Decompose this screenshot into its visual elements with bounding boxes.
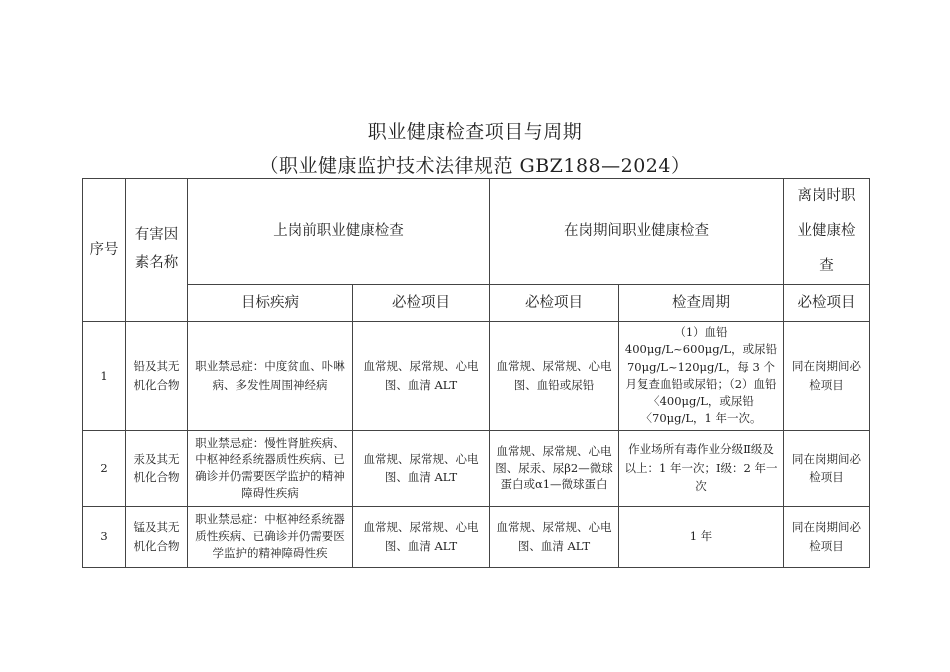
subheader-off-required: 必检项目	[784, 285, 870, 322]
row-on-items: 血常规、尿常规、心电图、血清 ALT	[490, 506, 619, 567]
subheader-on-cycle: 检查周期	[619, 285, 784, 322]
row-factor: 铅及其无机化合物	[126, 322, 188, 431]
row-pre-items: 血常规、尿常规、心电图、血清 ALT	[353, 506, 490, 567]
row-target-disease: 职业禁忌症：中枢神经系统器质性疾病、已确诊并仍需要医学监护的精神障碍性疾	[188, 506, 353, 567]
row-target-disease: 职业禁忌症：中度贫血、卟啉病、多发性周围神经病	[188, 322, 353, 431]
row-cycle: 1 年	[619, 506, 784, 567]
row-off-items: 同在岗期间必检项目	[784, 322, 870, 431]
subheader-row	[83, 285, 870, 322]
row-cycle: （1）血铅 400μg/L~600μg/L，或尿铅 70μg/L~120μg/L，每 3 个月复查血铅或尿铅；（2）血铅〈400μg/L，或尿铅〈70μg/L，1 年一次。	[619, 322, 784, 431]
row-on-items: 血常规、尿常规、心电图、尿汞、尿β2—微球蛋白或α1—微球蛋白	[490, 430, 619, 506]
row-target-disease: 职业禁忌症：慢性肾脏疾病、中枢神经系统器质性疾病、已确诊并仍需要医学监护的精神障碍性疾病	[188, 430, 353, 506]
subheader-target-disease: 目标疾病	[188, 285, 353, 322]
row-factor: 汞及其无机化合物	[126, 430, 188, 506]
header-factor: 有害因素名称	[126, 179, 188, 322]
exam-table	[82, 178, 870, 568]
row-factor: 锰及其无机化合物	[126, 506, 188, 567]
header-on-job: 在岗期间职业健康检查	[490, 179, 784, 285]
table-row	[83, 430, 870, 506]
row-pre-items: 血常规、尿常规、心电图、血清 ALT	[353, 322, 490, 431]
header-seq: 序号	[83, 179, 126, 322]
row-off-items: 同在岗期间必检项目	[784, 506, 870, 567]
row-seq: 3	[83, 506, 126, 567]
table-row	[83, 322, 870, 431]
row-pre-items: 血常规、尿常规、心电图、血清 ALT	[353, 430, 490, 506]
row-on-items: 血常规、尿常规、心电图、血铅或尿铅	[490, 322, 619, 431]
row-seq: 2	[83, 430, 126, 506]
table-row	[83, 506, 870, 567]
document-title: 职业健康检查项目与周期	[367, 121, 583, 143]
header-off-job: 离岗时职业健康检查	[784, 179, 870, 285]
row-seq: 1	[83, 322, 126, 431]
header-pre-job: 上岗前职业健康检查	[188, 179, 490, 285]
row-off-items: 同在岗期间必检项目	[784, 430, 870, 506]
row-cycle: 作业场所有毒作业分级Ⅱ级及以上：1 年一次；Ⅰ级：2 年一次	[619, 430, 784, 506]
document-subtitle: （职业健康监护技术法律规范 GBZ188—2024）	[259, 155, 691, 177]
subheader-on-required: 必检项目	[490, 285, 619, 322]
header-row	[83, 179, 870, 285]
subheader-pre-required: 必检项目	[353, 285, 490, 322]
